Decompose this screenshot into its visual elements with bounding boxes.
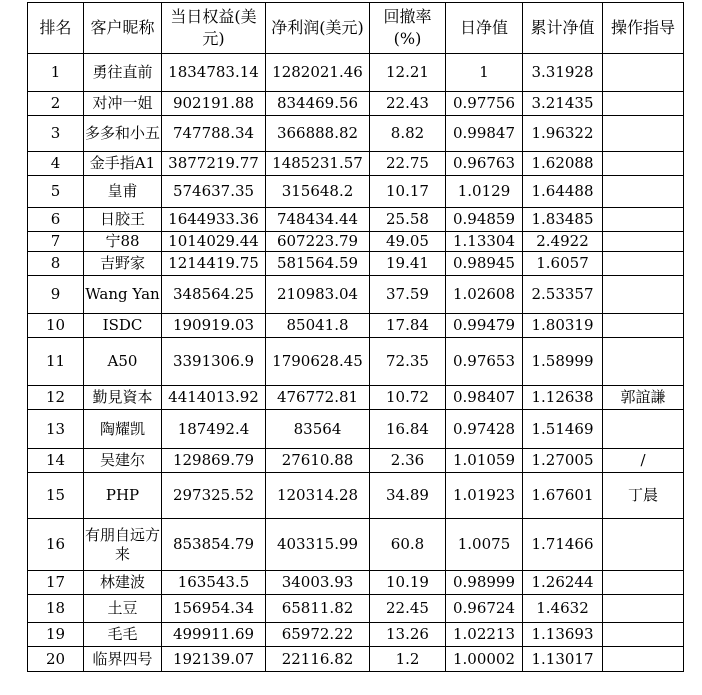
header-net-profit[interactable]: 净利润(美元) <box>266 3 370 54</box>
ranking-table <box>27 2 684 672</box>
table-row <box>28 386 684 410</box>
net-profit-cell[interactable]: 27610.88 <box>266 449 370 473</box>
rank-cell[interactable]: 5 <box>28 176 84 208</box>
table-row <box>28 314 684 338</box>
table-row <box>28 473 684 519</box>
drawdown-cell[interactable]: 22.45 <box>370 595 446 623</box>
nickname-cell[interactable]: A50 <box>84 338 162 386</box>
daily-nav-cell[interactable]: 0.99479 <box>446 314 523 338</box>
daily-nav-cell[interactable]: 0.96763 <box>446 152 523 176</box>
cumulative-nav-cell[interactable]: 1.58999 <box>523 338 603 386</box>
nickname-cell[interactable]: Wang Yan <box>84 276 162 314</box>
rank-cell[interactable]: 11 <box>28 338 84 386</box>
rank-cell[interactable]: 10 <box>28 314 84 338</box>
equity-cell[interactable]: 3391306.9 <box>162 338 266 386</box>
rank-cell[interactable]: 6 <box>28 208 84 232</box>
drawdown-cell[interactable]: 16.84 <box>370 410 446 449</box>
cumulative-nav-cell[interactable]: 1.26244 <box>523 571 603 595</box>
rank-cell[interactable]: 14 <box>28 449 84 473</box>
nickname-cell[interactable]: 勇往直前 <box>84 54 162 92</box>
drawdown-cell[interactable]: 10.72 <box>370 386 446 410</box>
table-row <box>28 647 684 672</box>
equity-cell[interactable]: 853854.79 <box>162 519 266 571</box>
nickname-cell[interactable]: 金手指A1 <box>84 152 162 176</box>
table-row <box>28 152 684 176</box>
net-profit-cell[interactable]: 1790628.45 <box>266 338 370 386</box>
drawdown-cell[interactable]: 72.35 <box>370 338 446 386</box>
daily-nav-cell[interactable]: 0.98999 <box>446 571 523 595</box>
rank-cell[interactable]: 2 <box>28 92 84 116</box>
nickname-cell[interactable]: 陶耀凯 <box>84 410 162 449</box>
rank-cell[interactable]: 19 <box>28 623 84 647</box>
nickname-cell[interactable]: 林建波 <box>84 571 162 595</box>
net-profit-cell[interactable]: 1485231.57 <box>266 152 370 176</box>
equity-cell[interactable]: 187492.4 <box>162 410 266 449</box>
cumulative-nav-cell[interactable]: 1.67601 <box>523 473 603 519</box>
rank-cell[interactable]: 16 <box>28 519 84 571</box>
drawdown-cell[interactable]: 13.26 <box>370 623 446 647</box>
net-profit-cell[interactable]: 476772.81 <box>266 386 370 410</box>
guidance-cell[interactable]: / <box>603 449 684 473</box>
equity-cell[interactable]: 1644933.36 <box>162 208 266 232</box>
drawdown-cell[interactable]: 8.82 <box>370 116 446 152</box>
nickname-cell[interactable]: 皇甫 <box>84 176 162 208</box>
rank-cell[interactable]: 17 <box>28 571 84 595</box>
net-profit-cell[interactable]: 403315.99 <box>266 519 370 571</box>
equity-cell[interactable]: 297325.52 <box>162 473 266 519</box>
cumulative-nav-cell[interactable]: 2.53357 <box>523 276 603 314</box>
nickname-cell[interactable]: 吉野家 <box>84 252 162 276</box>
equity-cell[interactable]: 1014029.44 <box>162 232 266 252</box>
net-profit-cell[interactable]: 22116.82 <box>266 647 370 672</box>
guidance-cell[interactable]: 丁晨 <box>603 473 684 519</box>
rank-cell[interactable]: 1 <box>28 54 84 92</box>
drawdown-cell[interactable]: 22.75 <box>370 152 446 176</box>
nickname-cell[interactable]: 毛毛 <box>84 623 162 647</box>
guidance-cell[interactable]: 郭誼謙 <box>603 386 684 410</box>
nickname-cell[interactable]: 吴建尔 <box>84 449 162 473</box>
rank-cell[interactable]: 18 <box>28 595 84 623</box>
drawdown-cell[interactable]: 12.21 <box>370 54 446 92</box>
nickname-cell[interactable]: 多多和小五 <box>84 116 162 152</box>
equity-cell[interactable]: 163543.5 <box>162 571 266 595</box>
cumulative-nav-cell[interactable]: 1.6057 <box>523 252 603 276</box>
drawdown-cell[interactable]: 19.41 <box>370 252 446 276</box>
equity-cell[interactable]: 1214419.75 <box>162 252 266 276</box>
nickname-cell[interactable]: PHP <box>84 473 162 519</box>
rank-cell[interactable]: 20 <box>28 647 84 672</box>
net-profit-cell[interactable]: 83564 <box>266 410 370 449</box>
nickname-cell[interactable]: 勤見資本 <box>84 386 162 410</box>
daily-nav-cell[interactable]: 0.97428 <box>446 410 523 449</box>
net-profit-cell[interactable]: 210983.04 <box>266 276 370 314</box>
drawdown-cell[interactable]: 22.43 <box>370 92 446 116</box>
daily-nav-cell[interactable]: 1.0075 <box>446 519 523 571</box>
daily-nav-cell[interactable]: 1.00002 <box>446 647 523 672</box>
drawdown-cell[interactable]: 17.84 <box>370 314 446 338</box>
nickname-cell[interactable]: ISDC <box>84 314 162 338</box>
daily-nav-cell[interactable]: 1.01059 <box>446 449 523 473</box>
table-row <box>28 116 684 152</box>
table-row <box>28 276 684 314</box>
net-profit-cell[interactable]: 65811.82 <box>266 595 370 623</box>
daily-nav-cell[interactable]: 0.99847 <box>446 116 523 152</box>
rank-cell[interactable]: 8 <box>28 252 84 276</box>
daily-nav-cell[interactable]: 0.97653 <box>446 338 523 386</box>
rank-cell[interactable]: 15 <box>28 473 84 519</box>
net-profit-cell[interactable]: 366888.82 <box>266 116 370 152</box>
equity-cell[interactable]: 499911.69 <box>162 623 266 647</box>
daily-nav-cell[interactable]: 0.97756 <box>446 92 523 116</box>
equity-cell[interactable]: 192139.07 <box>162 647 266 672</box>
daily-nav-cell[interactable]: 1.02213 <box>446 623 523 647</box>
daily-nav-cell[interactable]: 1 <box>446 54 523 92</box>
nickname-cell[interactable]: 土豆 <box>84 595 162 623</box>
equity-cell[interactable]: 156954.34 <box>162 595 266 623</box>
drawdown-cell[interactable]: 10.17 <box>370 176 446 208</box>
net-profit-cell[interactable]: 65972.22 <box>266 623 370 647</box>
net-profit-cell[interactable]: 607223.79 <box>266 232 370 252</box>
drawdown-cell[interactable]: 25.58 <box>370 208 446 232</box>
equity-cell[interactable]: 348564.25 <box>162 276 266 314</box>
header-equity[interactable]: 当日权益(美元) <box>162 3 266 54</box>
net-profit-cell[interactable]: 748434.44 <box>266 208 370 232</box>
drawdown-cell[interactable]: 34.89 <box>370 473 446 519</box>
equity-cell[interactable]: 902191.88 <box>162 92 266 116</box>
net-profit-cell[interactable]: 1282021.46 <box>266 54 370 92</box>
cumulative-nav-cell[interactable]: 2.4922 <box>523 232 603 252</box>
net-profit-cell[interactable]: 34003.93 <box>266 571 370 595</box>
header-daily-nav[interactable]: 日净值 <box>446 3 523 54</box>
guidance-cell[interactable] <box>603 152 684 176</box>
net-profit-cell[interactable]: 834469.56 <box>266 92 370 116</box>
header-row <box>28 3 684 54</box>
cumulative-nav-cell[interactable]: 1.4632 <box>523 595 603 623</box>
table-row <box>28 92 684 116</box>
nickname-cell[interactable]: 日胶王 <box>84 208 162 232</box>
rank-cell[interactable]: 12 <box>28 386 84 410</box>
equity-cell[interactable]: 129869.79 <box>162 449 266 473</box>
guidance-cell[interactable] <box>603 595 684 623</box>
cumulative-nav-cell[interactable]: 1.27005 <box>523 449 603 473</box>
guidance-cell[interactable] <box>603 623 684 647</box>
rank-cell[interactable]: 13 <box>28 410 84 449</box>
guidance-cell[interactable] <box>603 92 684 116</box>
equity-cell[interactable]: 3877219.77 <box>162 152 266 176</box>
nickname-cell[interactable]: 有朋自远方来 <box>84 519 162 571</box>
table-row <box>28 252 684 276</box>
nickname-cell[interactable]: 对冲一姐 <box>84 92 162 116</box>
daily-nav-cell[interactable]: 1.01923 <box>446 473 523 519</box>
header-guidance[interactable]: 操作指导 <box>603 3 684 54</box>
equity-cell[interactable]: 747788.34 <box>162 116 266 152</box>
cumulative-nav-cell[interactable]: 1.83485 <box>523 208 603 232</box>
daily-nav-cell[interactable]: 1.0129 <box>446 176 523 208</box>
rank-cell[interactable]: 9 <box>28 276 84 314</box>
guidance-cell[interactable] <box>603 647 684 672</box>
drawdown-cell[interactable]: 49.05 <box>370 232 446 252</box>
table-row <box>28 208 684 232</box>
guidance-cell[interactable] <box>603 571 684 595</box>
drawdown-cell[interactable]: 10.19 <box>370 571 446 595</box>
guidance-cell[interactable] <box>603 176 684 208</box>
net-profit-cell[interactable]: 120314.28 <box>266 473 370 519</box>
equity-cell[interactable]: 190919.03 <box>162 314 266 338</box>
net-profit-cell[interactable]: 85041.8 <box>266 314 370 338</box>
equity-cell[interactable]: 1834783.14 <box>162 54 266 92</box>
table-row <box>28 176 684 208</box>
cumulative-nav-cell[interactable]: 1.13017 <box>523 647 603 672</box>
daily-nav-cell[interactable]: 0.98945 <box>446 252 523 276</box>
table-row <box>28 338 684 386</box>
drawdown-cell[interactable]: 60.8 <box>370 519 446 571</box>
guidance-cell[interactable] <box>603 252 684 276</box>
rank-cell[interactable]: 3 <box>28 116 84 152</box>
drawdown-cell[interactable]: 2.36 <box>370 449 446 473</box>
net-profit-cell[interactable]: 581564.59 <box>266 252 370 276</box>
nickname-cell[interactable]: 宁88 <box>84 232 162 252</box>
equity-cell[interactable]: 574637.35 <box>162 176 266 208</box>
rank-cell[interactable]: 7 <box>28 232 84 252</box>
cumulative-nav-cell[interactable]: 1.80319 <box>523 314 603 338</box>
header-nickname[interactable]: 客户昵称 <box>84 3 162 54</box>
daily-nav-cell[interactable]: 0.96724 <box>446 595 523 623</box>
drawdown-cell[interactable]: 37.59 <box>370 276 446 314</box>
drawdown-cell[interactable]: 1.2 <box>370 647 446 672</box>
cumulative-nav-cell[interactable]: 1.13693 <box>523 623 603 647</box>
guidance-cell[interactable] <box>603 314 684 338</box>
header-cumulative-nav[interactable]: 累计净值 <box>523 3 603 54</box>
table-row <box>28 623 684 647</box>
table-row <box>28 232 684 252</box>
cumulative-nav-cell[interactable]: 1.12638 <box>523 386 603 410</box>
cumulative-nav-cell[interactable]: 1.64488 <box>523 176 603 208</box>
cumulative-nav-cell[interactable]: 3.21435 <box>523 92 603 116</box>
header-drawdown[interactable]: 回撤率(%) <box>370 3 446 54</box>
table-row <box>28 54 684 92</box>
guidance-cell[interactable] <box>603 116 684 152</box>
daily-nav-cell[interactable]: 0.94859 <box>446 208 523 232</box>
guidance-cell[interactable] <box>603 410 684 449</box>
header-rank[interactable]: 排名 <box>28 3 84 54</box>
cumulative-nav-cell[interactable]: 1.96322 <box>523 116 603 152</box>
table-row <box>28 571 684 595</box>
table-row <box>28 595 684 623</box>
daily-nav-cell[interactable]: 0.98407 <box>446 386 523 410</box>
guidance-cell[interactable] <box>603 54 684 92</box>
table-row <box>28 519 684 571</box>
guidance-cell[interactable] <box>603 208 684 232</box>
guidance-cell[interactable] <box>603 232 684 252</box>
guidance-cell[interactable] <box>603 276 684 314</box>
cumulative-nav-cell[interactable]: 1.62088 <box>523 152 603 176</box>
nickname-cell[interactable]: 临界四号 <box>84 647 162 672</box>
cumulative-nav-cell[interactable]: 3.31928 <box>523 54 603 92</box>
cumulative-nav-cell[interactable]: 1.51469 <box>523 410 603 449</box>
rank-cell[interactable]: 4 <box>28 152 84 176</box>
guidance-cell[interactable] <box>603 338 684 386</box>
table-row <box>28 410 684 449</box>
table-row <box>28 449 684 473</box>
daily-nav-cell[interactable]: 1.13304 <box>446 232 523 252</box>
guidance-cell[interactable] <box>603 519 684 571</box>
daily-nav-cell[interactable]: 1.02608 <box>446 276 523 314</box>
cumulative-nav-cell[interactable]: 1.71466 <box>523 519 603 571</box>
equity-cell[interactable]: 4414013.92 <box>162 386 266 410</box>
net-profit-cell[interactable]: 315648.2 <box>266 176 370 208</box>
